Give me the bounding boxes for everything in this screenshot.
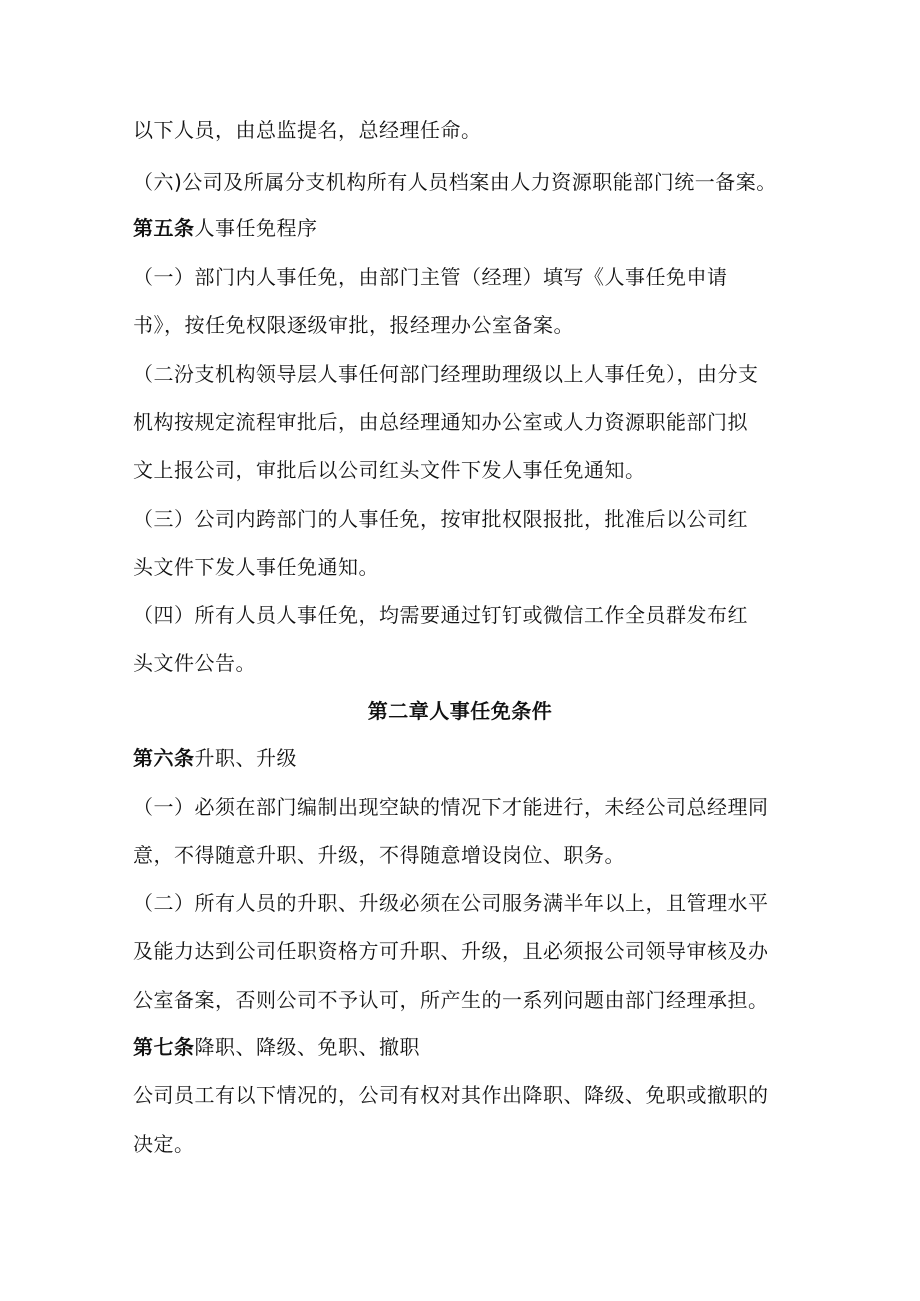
article-6-label: 第六条 [133, 746, 195, 770]
paragraph-line: （二）所有人员的升职、升级必须在公司服务满半年以上，且管理水平 [133, 891, 769, 915]
paragraph-line: （二汾支机构领导层人事任何部门经理助理级以上人事任免），由分支 [133, 362, 759, 386]
paragraph-line: （三）公司内跨部门的人事任免，按审批权限报批，批准后以公司红 [133, 507, 748, 531]
article-6-title: 升职、升级 [194, 746, 297, 770]
paragraph-line: 书》，按任免权限逐级审批，报经理办公室备案。 [133, 313, 574, 337]
article-7-label: 第七条 [133, 1035, 195, 1059]
paragraph-line: 以下人员，由总监提名，总经理任命。 [133, 118, 482, 142]
paragraph-line: 文上报公司，审批后以公司红头文件下发人事任免通知。 [133, 458, 646, 482]
paragraph-line: 意，不得随意升职、升级，不得随意增设岗位、职务。 [133, 843, 625, 867]
paragraph-line: （一）必须在部门编制出现空缺的情况下才能进行，未经公司总经理同 [133, 795, 769, 819]
paragraph-line: （一）部门内人事任免，由部门主管（经理）填写《人事任免申请 [133, 265, 728, 289]
article-6-heading [133, 746, 297, 770]
paragraph-line: 公室备案，否则公司不予认可，所产生的一系列问题由部门经理承担。 [133, 988, 769, 1012]
paragraph-line: 公司员工有以下情况的，公司有权对其作出降职、降级、免职或撤职的 [133, 1083, 769, 1107]
article-5-title: 人事任免程序 [194, 216, 318, 240]
paragraph-line: 及能力达到公司任职资格方可升职、升级，且必须报公司领导审核及办 [133, 939, 769, 963]
paragraph-line: （六)公司及所属分支机构所有人员档案由人力资源职能部门统一备案。 [133, 170, 777, 194]
article-7-title: 降职、降级、免职、撤职 [194, 1035, 420, 1059]
paragraph-line: （四）所有人员人事任免，均需要通过钉钉或微信工作全员群发布红 [133, 603, 748, 627]
chapter-2-title: 第二章人事任免条件 [367, 699, 553, 723]
paragraph-line: 机构按规定流程审批后，由总经理通知办公室或人力资源职能部门拟 [133, 410, 748, 434]
article-5-label: 第五条 [133, 216, 195, 240]
article-5-heading [133, 216, 318, 240]
paragraph-line: 决定。 [133, 1132, 195, 1156]
paragraph-line: 头文件公告。 [133, 651, 256, 675]
article-7-heading [133, 1035, 420, 1059]
paragraph-line: 头文件下发人事任免通知。 [133, 555, 379, 579]
